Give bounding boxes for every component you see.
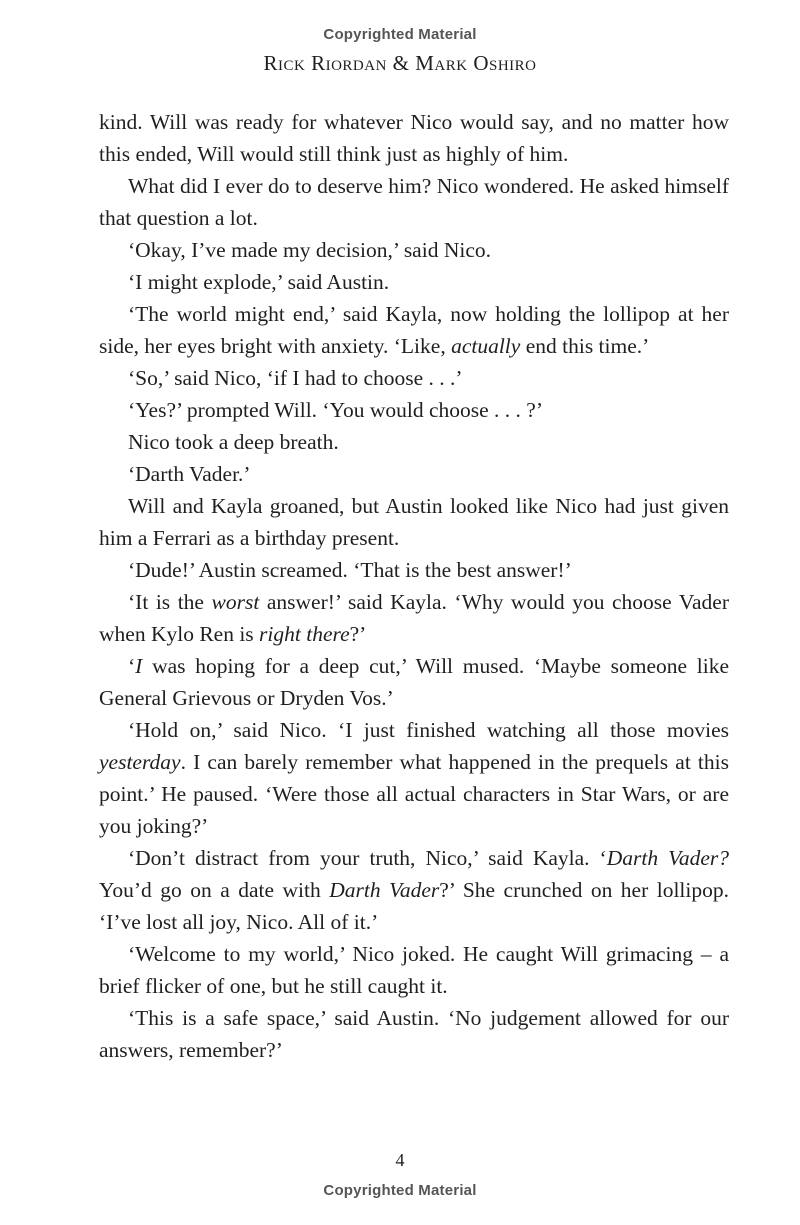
page-number: 4 xyxy=(395,1150,405,1170)
copyright-watermark-bottom: Copyrighted Material xyxy=(323,1182,477,1199)
text-run: ‘It is the xyxy=(128,590,212,614)
italic-run: yesterday xyxy=(99,750,181,774)
text-run: answer!’ said Kayla. ‘Why would you choose Vader when Kylo Ren is xyxy=(99,590,729,646)
paragraph xyxy=(99,298,729,362)
text-run: Nico took a deep breath. xyxy=(128,430,339,454)
paragraph xyxy=(99,170,729,234)
paragraph xyxy=(99,106,729,170)
italic-run: Darth Vader? xyxy=(606,846,729,870)
paragraph xyxy=(99,458,729,490)
paragraph xyxy=(99,266,729,298)
italic-run: Darth Vader xyxy=(329,878,440,902)
text-run: ‘Yes?’ prompted Will. ‘You would choose . . . ?’ xyxy=(128,398,543,422)
text-run: What did I ever do to deserve him? Nico wondered. He asked himself that question a lot. xyxy=(99,174,729,230)
italic-run: I xyxy=(135,654,143,678)
paragraph xyxy=(99,490,729,554)
text-run: . I can barely remember what happened in the prequels at this point.’ He paused. ‘Were those all actual characters in Star Wars, or are you joking?’ xyxy=(99,750,729,838)
text-run: ‘Welcome to my world,’ Nico joked. He caught Will grimacing – a brief flicker of one, but he still caught it. xyxy=(99,942,729,998)
text-run: kind. Will was ready for whatever Nico would say, and no matter how this ended, Will would still think just as highly of him. xyxy=(99,110,729,166)
copyright-watermark-top: Copyrighted Material xyxy=(323,26,477,43)
text-run: ‘This is a safe space,’ said Austin. ‘No judgement allowed for our answers, remember?’ xyxy=(99,1006,729,1062)
paragraph xyxy=(99,426,729,458)
text-run: You’d go on a date with xyxy=(99,878,330,902)
paragraph xyxy=(99,842,729,938)
paragraph xyxy=(99,554,729,586)
text-run: ‘Okay, I’ve made my decision,’ said Nico. xyxy=(128,238,491,262)
text-run: was hoping for a deep cut,’ Will mused. ‘Maybe someone like General Grievous or Dryden Vos.’ xyxy=(99,654,729,710)
italic-run: actually xyxy=(451,334,521,358)
text-run: ‘The world might end,’ said Kayla, now holding the lollipop at her side, her eyes bright with anxiety. ‘Like, xyxy=(99,302,729,358)
paragraph xyxy=(99,938,729,1002)
text-run: ‘I might explode,’ said Austin. xyxy=(128,270,390,294)
paragraph xyxy=(99,650,729,714)
text-run: ?’ She crunched on her lollipop. ‘I’ve lost all joy, Nico. All of it.’ xyxy=(99,878,730,934)
text-run: ‘Hold on,’ said Nico. ‘I just finished watching all those movies xyxy=(128,718,729,742)
paragraph xyxy=(99,234,729,266)
paragraph xyxy=(99,1002,729,1066)
text-run: ‘ xyxy=(128,654,136,678)
italic-run: right there xyxy=(259,622,350,646)
paragraph xyxy=(99,714,729,842)
text-run: ‘So,’ said Nico, ‘if I had to choose . . .’ xyxy=(128,366,463,390)
paragraph xyxy=(99,394,729,426)
text-run: ?’ xyxy=(349,622,367,646)
italic-run: worst xyxy=(211,590,260,614)
text-run: end this time.’ xyxy=(520,334,650,358)
text-run: Will and Kayla groaned, but Austin looked like Nico had just given him a Ferrari as a birthday present. xyxy=(99,494,729,550)
body-text xyxy=(99,106,729,1066)
paragraph xyxy=(99,362,729,394)
text-run: ‘Darth Vader.’ xyxy=(128,462,251,486)
paragraph xyxy=(99,586,729,650)
text-run: ‘Dude!’ Austin screamed. ‘That is the best answer!’ xyxy=(128,558,572,582)
running-head: Rick Riordan & Mark Oshiro xyxy=(263,51,537,75)
text-run: ‘Don’t distract from your truth, Nico,’ said Kayla. ‘ xyxy=(128,846,607,870)
